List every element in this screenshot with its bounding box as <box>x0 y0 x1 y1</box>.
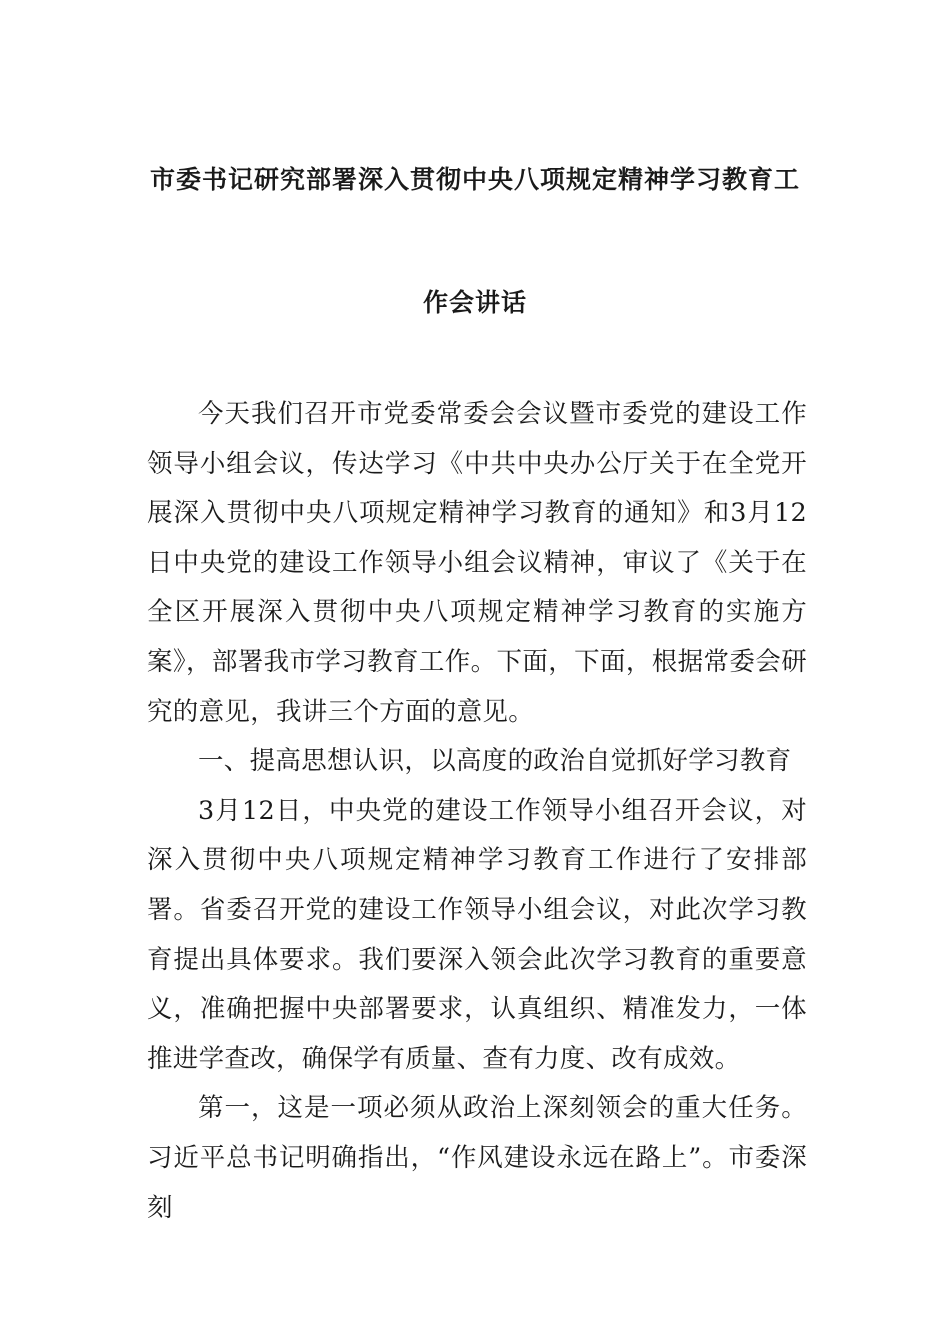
section-heading-1: 一、提高思想认识，以高度的政治自觉抓好学习教育 <box>198 746 792 777</box>
document-title-line-2: 作会讲话 <box>422 288 527 317</box>
document-title-line-1: 市委书记研究部署深入贯彻中央八项规定精神学习教育工 <box>149 165 800 194</box>
document-body <box>147 390 807 1233</box>
paragraph-intro: 今天我们召开市党委常委会会议暨市委党的建设工作领导小组会议，传达学习《中共中央办公厅关于在全党开展深入贯彻中央八项规定精神学习教育的通知》和3月12日中央党的建设工作领导小组会议精神，审议了《关于在全区开展深入贯彻中央八项规定精神学习教育的实施方案》，部署我市学习教育工作。下面，下面，根据常委会研究的意见，我讲三个方面的意见。 <box>147 399 807 727</box>
paragraph-first-point: 第一，这是一项必须从政治上深刻领会的重大任务。习近平总书记明确指出，“作风建设永远在路上”。市委深刻 <box>147 1093 807 1223</box>
paragraph-section-1: 3月12日，中央党的建设工作领导小组召开会议，对深入贯彻中央八项规定精神学习教育工作进行了安排部署。省委召开党的建设工作领导小组会议，对此次学习教育提出具体要求。我们要深入领会此次学习教育的重要意义，准确把握中央部署要求，认真组织、精准发力，一体推进学查改，确保学有质量、查有力度、改有成效。 <box>147 795 807 1074</box>
